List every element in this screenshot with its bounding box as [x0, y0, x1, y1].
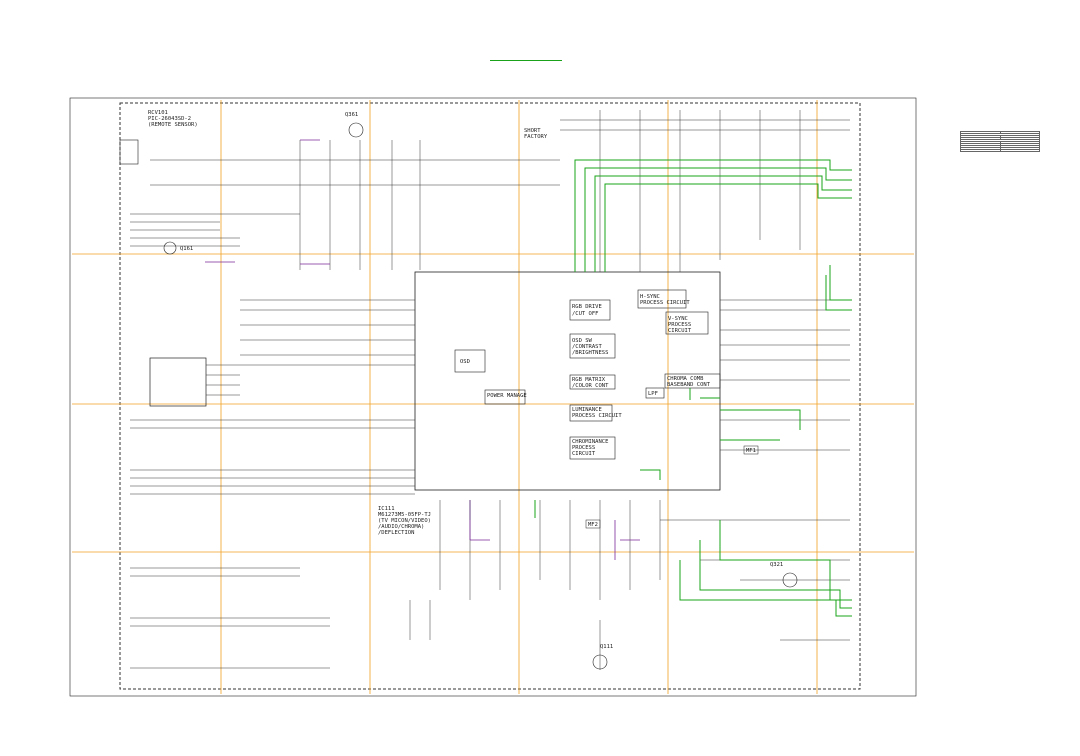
ref-table-cell [961, 150, 1001, 152]
block-rgb-matrix: RGB MATRIX [572, 377, 606, 383]
q361-symbol [349, 123, 363, 137]
svg-text:/CUT OFF: /CUT OFF [572, 311, 599, 317]
svg-text:/AUDIO/CHROMA): /AUDIO/CHROMA) [378, 524, 425, 530]
svg-text:(REMOTE SENSOR): (REMOTE SENSOR) [148, 122, 198, 128]
short-factory-label: SHORT [524, 128, 541, 134]
block-h-sync: H-SYNC [640, 294, 660, 300]
svg-text:(TV MICON/VIDEO): (TV MICON/VIDEO) [378, 518, 431, 524]
svg-text:FACTORY: FACTORY [524, 134, 548, 140]
svg-text:/BRIGHTNESS: /BRIGHTNESS [572, 350, 609, 356]
svg-text:/CONTRAST: /CONTRAST [572, 344, 602, 350]
mf2-label: MF2 [588, 522, 598, 528]
q161-label: Q161 [180, 246, 194, 252]
transistors [164, 123, 797, 669]
svg-text:/COLOR CONT: /COLOR CONT [572, 383, 609, 389]
svg-text:/DEFLECTION: /DEFLECTION [378, 530, 415, 536]
svg-text:PROCESS: PROCESS [572, 445, 596, 451]
q361-label: Q361 [345, 112, 359, 118]
svg-text:CIRCUIT: CIRCUIT [668, 328, 692, 334]
block-chrominance: CHROMINANCE [572, 439, 609, 445]
ic111-block-labels [460, 294, 711, 457]
mf1-label: MF1 [746, 448, 756, 454]
svg-text:BASEBAND CONT: BASEBAND CONT [667, 382, 711, 388]
block-rgb-drive: RGB DRIVE [572, 304, 602, 310]
svg-text:PROCESS CIRCUIT: PROCESS CIRCUIT [640, 300, 690, 306]
block-v-sync: V-SYNC [668, 316, 688, 322]
ic111-name: IC111 [378, 506, 395, 512]
block-lpf: LPF [648, 391, 658, 397]
ic111-part: M61273M5-05FP-TJ [378, 512, 431, 518]
rcv101-label: RCV101 [148, 110, 168, 116]
ref-table-cell [1000, 150, 1040, 152]
q111-label: Q111 [600, 644, 614, 650]
block-chroma-comb: CHROMA COMB [667, 376, 704, 382]
svg-text:PROCESS: PROCESS [668, 322, 692, 328]
ref-table [960, 130, 1040, 152]
remote-sensor-body [120, 140, 138, 164]
block-osd: OSD [460, 359, 470, 365]
block-luminance: LUMINANCE [572, 407, 602, 413]
svg-text:CIRCUIT: CIRCUIT [572, 451, 596, 457]
block-osd-sw: OSD SW [572, 338, 592, 344]
ic150-body [150, 358, 206, 406]
block-power-manage: POWER MANAGE [487, 393, 527, 399]
svg-text:PIC-26043SD-2: PIC-26043SD-2 [148, 116, 192, 122]
q161-symbol [164, 242, 176, 254]
q321-label: Q321 [770, 562, 784, 568]
svg-text:PROCESS CIRCUIT: PROCESS CIRCUIT [572, 413, 622, 419]
